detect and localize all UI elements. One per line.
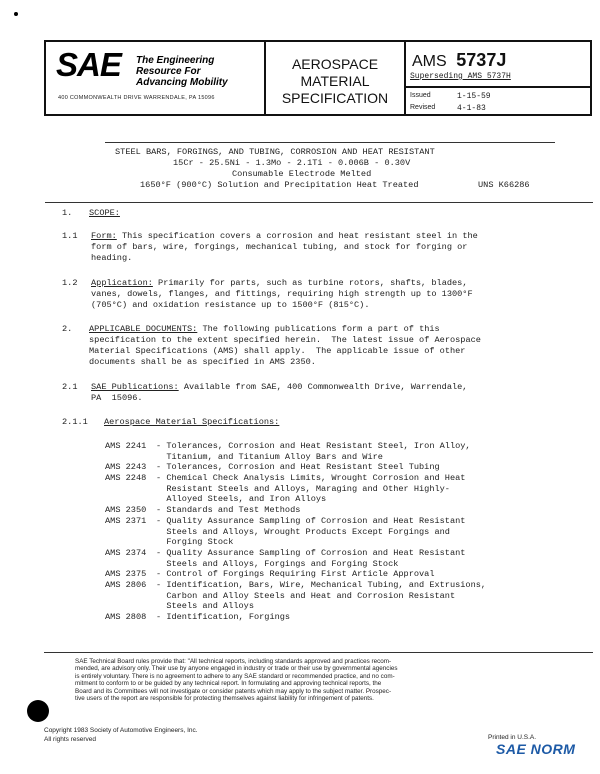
section-heading: SCOPE: — [89, 208, 120, 218]
title-line-3: Consumable Electrode Melted — [232, 169, 372, 179]
section-1-2-text: Application: Primarily for parts, such as turbine rotors, shafts, blades, — [91, 278, 468, 288]
section-1-1-text: Form: This specification covers a corrosion and heat resistant steel in the — [91, 231, 478, 241]
title-line-2: 15Cr - 25.5Ni - 1.3Mo - 2.1Ti - 0.006B - 0.30V — [173, 158, 411, 168]
section-1-2-line: (705°C) and oxidation resistance up to 1500°F (815°C). — [91, 300, 370, 310]
section-2-1-line: PA 15096. — [91, 393, 143, 403]
revised-date: 4-1-83 — [457, 104, 486, 113]
title-line-4: 1650°F (900°C) Solution and Precipitation Heat Treated — [140, 180, 419, 190]
spec-number: AMS 5737J — [412, 50, 507, 70]
section-number: 2.1 — [62, 382, 78, 392]
uns-number: UNS K66286 — [478, 180, 530, 190]
section-1-2-line: vanes, dowels, flanges, and fittings, requiring high strength up to 1300°F — [91, 289, 473, 299]
binder-hole-icon — [27, 700, 49, 722]
header-divider — [404, 86, 592, 88]
section-2-line: specification to the extent specified herein. The latest issue of Aerospace — [89, 335, 481, 345]
header-divider — [404, 40, 406, 116]
section-2-line: Material Specifications (AMS) shall apply. The applicable issue of other — [89, 346, 466, 356]
footer-rule — [44, 652, 593, 653]
section-1-1-line: form of bars, wire, forgings, mechanical tubing, and stock for forging or — [91, 242, 468, 252]
copyright: Copyright 1983 Society of Automotive Engineers, Inc. — [44, 727, 198, 734]
revised-label: Revised — [410, 104, 436, 111]
org-address: 400 COMMONWEALTH DRIVE WARRENDALE, PA 15096 — [58, 95, 215, 101]
section-heading: Aerospace Material Specifications: — [104, 417, 280, 427]
section-number: 2.1.1 — [62, 417, 88, 427]
issued-date: 1-15-59 — [457, 92, 491, 101]
issued-label: Issued — [410, 92, 431, 99]
scan-speck-icon — [14, 12, 18, 16]
rights-reserved: All rights reserved — [44, 736, 97, 743]
section-number: 1.2 — [62, 278, 78, 288]
title-rule — [105, 142, 555, 143]
board-note: SAE Technical Board rules provide that: "All technical reports, including standards approved and practices recom- mended, are advisory only. Their use by anyone engaged in industry or trade or their use by governmental agencies is entirely voluntary. There is no agreement to adhere to any SAE standard or recommended practice, and no com- mitment to conform to or be guided by any technical report. In formulating and approving technical reports, the Board and its Committees will not investigate or consider patents which may apply to the subject matter. Prospec- tive users of the report are responsible for protecting themselves against liability for infringement of patents. — [75, 658, 398, 703]
title-line-1: STEEL BARS, FORGINGS, AND TUBING, CORROSION AND HEAT RESISTANT — [115, 147, 435, 157]
section-2-1-text: SAE Publications: Available from SAE, 400 Commonwealth Drive, Warrendale, — [91, 382, 468, 392]
superseding: Superseding AMS 5737H — [410, 72, 511, 81]
watermark-logo: SAE NORM — [496, 741, 576, 757]
section-2-text: APPLICABLE DOCUMENTS: The following publications form a part of this — [89, 324, 440, 334]
printed-in: Printed in U.S.A. — [488, 734, 537, 741]
section-number: 1.1 — [62, 231, 78, 241]
title-rule — [45, 202, 593, 203]
sae-logo: SAE — [56, 46, 121, 83]
section-number: 2. — [62, 324, 73, 334]
org-tagline: The Engineering Resource For Advancing Mobility — [136, 55, 228, 88]
section-1-1-line: heading. — [91, 253, 133, 263]
doc-type: AEROSPACE MATERIAL SPECIFICATION — [281, 56, 389, 106]
section-2-line: documents shall be as specified in AMS 2350. — [89, 357, 316, 367]
section-number: 1. — [62, 208, 73, 218]
